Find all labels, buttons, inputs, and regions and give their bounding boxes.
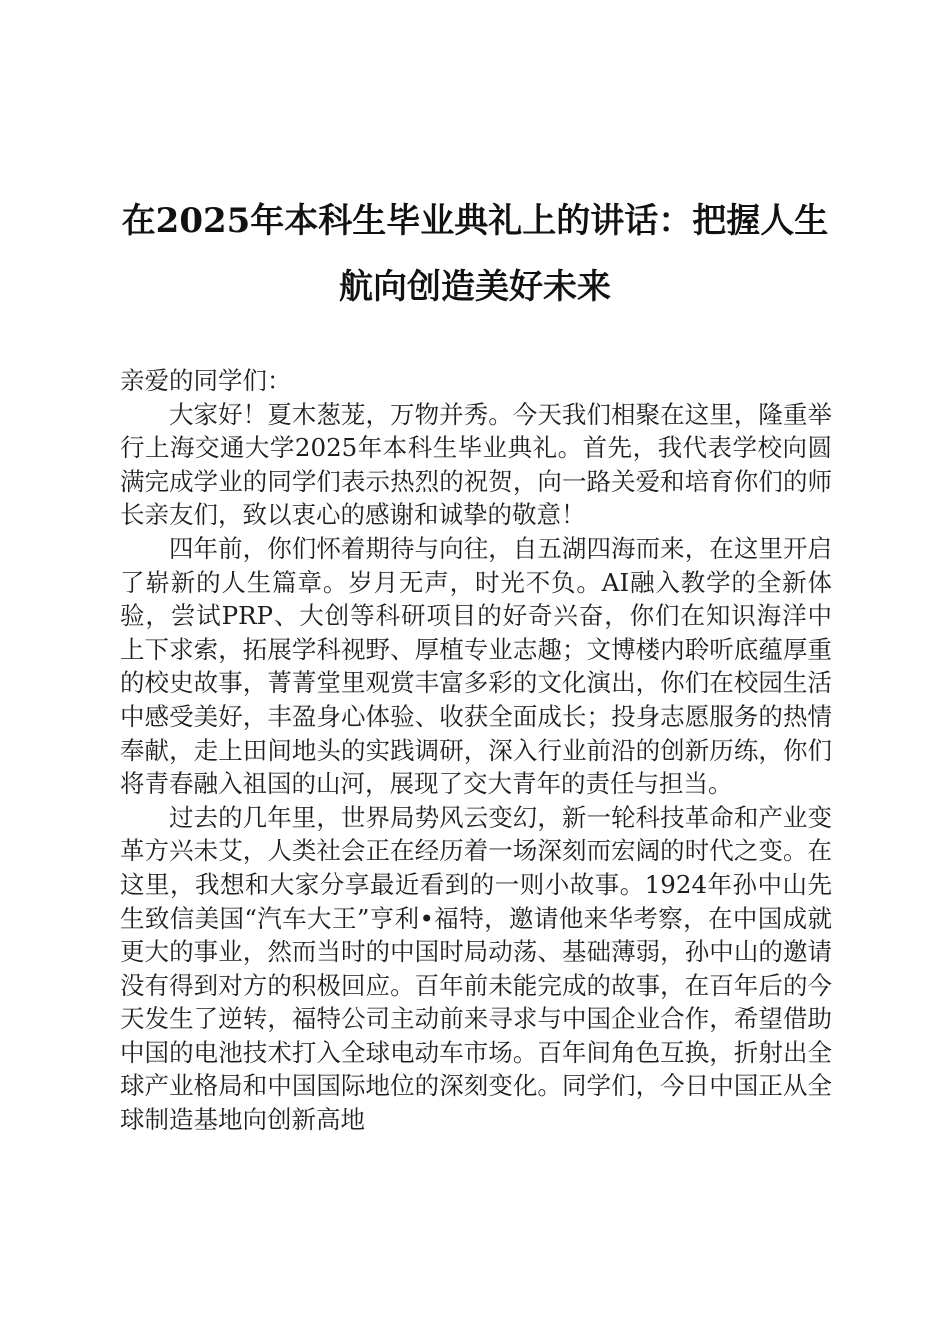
- paragraph-four-years: 四年前，你们怀着期待与向往，自五湖四海而来，在这里开启了崭新的人生篇章。岁月无声，时光不负。AI融入教学的全新体验，尝试PRP、大创等科研项目的好奇兴奋，你们在知识海洋中上下求索，拓展学科视野、厚植专业志趣；文博楼内聆听底蕴厚重的校史故事，菁菁堂里观赏丰富多彩的文化演出，你们在校园生活中感受美好，丰盈身心体验、收获全面成长；投身志愿服务的热情奉献，走上田间地头的实践调研，深入行业前沿的创新历练，你们将青春融入祖国的山河，展现了交大青年的责任与担当。: [120, 533, 832, 799]
- paragraph-past-years: 过去的几年里，世界局势风云变幻，新一轮科技革命和产业变革方兴未艾，人类社会正在经历着一场深刻而宏阔的时代之变。在这里，我想和大家分享最近看到的一则小故事。1924年孙中山先生致信美国“汽车大王”亨利•福特，邀请他来华考察，在中国成就更大的事业，然而当时的中国时局动荡、基础薄弱，孙中山的邀请没有得到对方的积极回应。百年前未能完成的故事，在百年后的今天发生了逆转，福特公司主动前来寻求与中国企业合作，希望借助中国的电池技术打入全球电动车市场。百年间角色互换，折射出全球产业格局和中国国际地位的深刻变化。同学们，今日中国正从全球制造基地向创新高地: [120, 802, 832, 1135]
- document-body: [120, 364, 832, 1137]
- document-title: 在2025年本科生毕业典礼上的讲话：把握人生航向创造美好未来: [121, 201, 829, 307]
- paragraph-greeting: 大家好！夏木葱茏，万物并秀。今天我们相聚在这里，隆重举行上海交通大学2025年本科生毕业典礼。首先，我代表学校向圆满完成学业的同学们表示热烈的祝贺，向一路关爱和培育你们的师长亲友们，致以衷心的感谢和诚挚的敬意！: [120, 399, 832, 530]
- salutation: 亲爱的同学们：: [120, 366, 292, 395]
